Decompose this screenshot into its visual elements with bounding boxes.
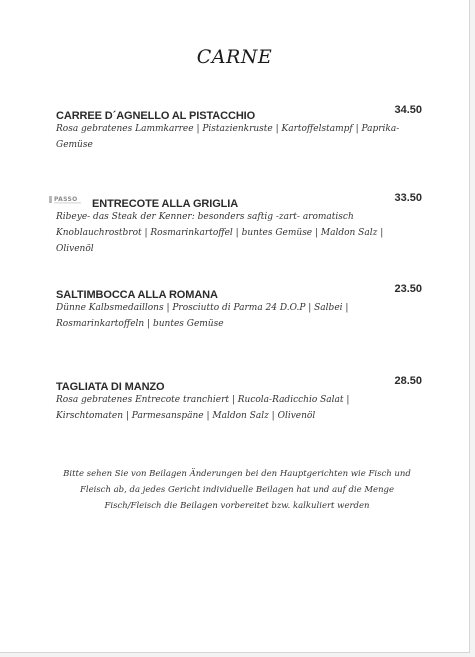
dish-description: Rosa gebratenes Lammkarree | Pistazienkruste | Kartoffelstampf | Paprika-Gemüse (56, 124, 400, 150)
dish-description: Ribeye- das Steak der Kenner: besonders saftig -zart- aromatisch Knoblauchrostbrot | Rosmarinkartoffel | buntes Gemüse | Maldon Salz | Olivenöl (56, 212, 384, 254)
dish-name: CARREE D´AGNELLO AL PISTACCHIO (56, 110, 256, 122)
menu-item-entrecote (56, 192, 422, 257)
logo-text: PASSO (54, 196, 78, 203)
menu-item-header (56, 375, 422, 391)
dish-name: ENTRECOTE ALLA GRIGLIA (92, 198, 239, 210)
dish-price: 33.50 (394, 192, 422, 204)
menu-item-saltimbocca (56, 283, 422, 332)
dish-price: 34.50 (394, 104, 422, 116)
dish-price: 28.50 (394, 375, 422, 387)
page-title: CARNE (196, 46, 273, 68)
passo-logo-icon (49, 194, 87, 205)
dish-name: TAGLIATA DI MANZO (56, 381, 165, 393)
dish-price: 23.50 (394, 283, 422, 295)
menu-item-header (56, 104, 422, 120)
logo-underline (54, 203, 81, 204)
menu-item-carree-dagnello (56, 104, 422, 153)
dish-name: SALTIMBOCCA ALLA ROMANA (56, 289, 218, 301)
menu-item-header (56, 283, 422, 299)
side-dish-note: Bitte sehen Sie von Beilagen Änderungen bei den Hauptgerichten wie Fisch und Fleisch ab, da jedes Gericht individuelle Beilagen hat und auf die Menge Fisch/Fleisch die Beilagen vorbereitet bzw. kalkuliert werden (63, 469, 411, 511)
dish-description: Dünne Kalbsmedaillons | Prosciutto di Parma 24 D.O.P | Salbei | Rosmarinkartoffeln | buntes Gemüse (56, 303, 349, 329)
menu-item-header (56, 192, 422, 208)
logo-mark (49, 196, 52, 203)
menu-item-tagliata (56, 375, 422, 424)
dish-description: Rosa gebratenes Entrecote tranchiert | Rucola-Radicchio Salat | Kirschtomaten | Parmesanspäne | Maldon Salz | Olivenöl (56, 395, 350, 421)
